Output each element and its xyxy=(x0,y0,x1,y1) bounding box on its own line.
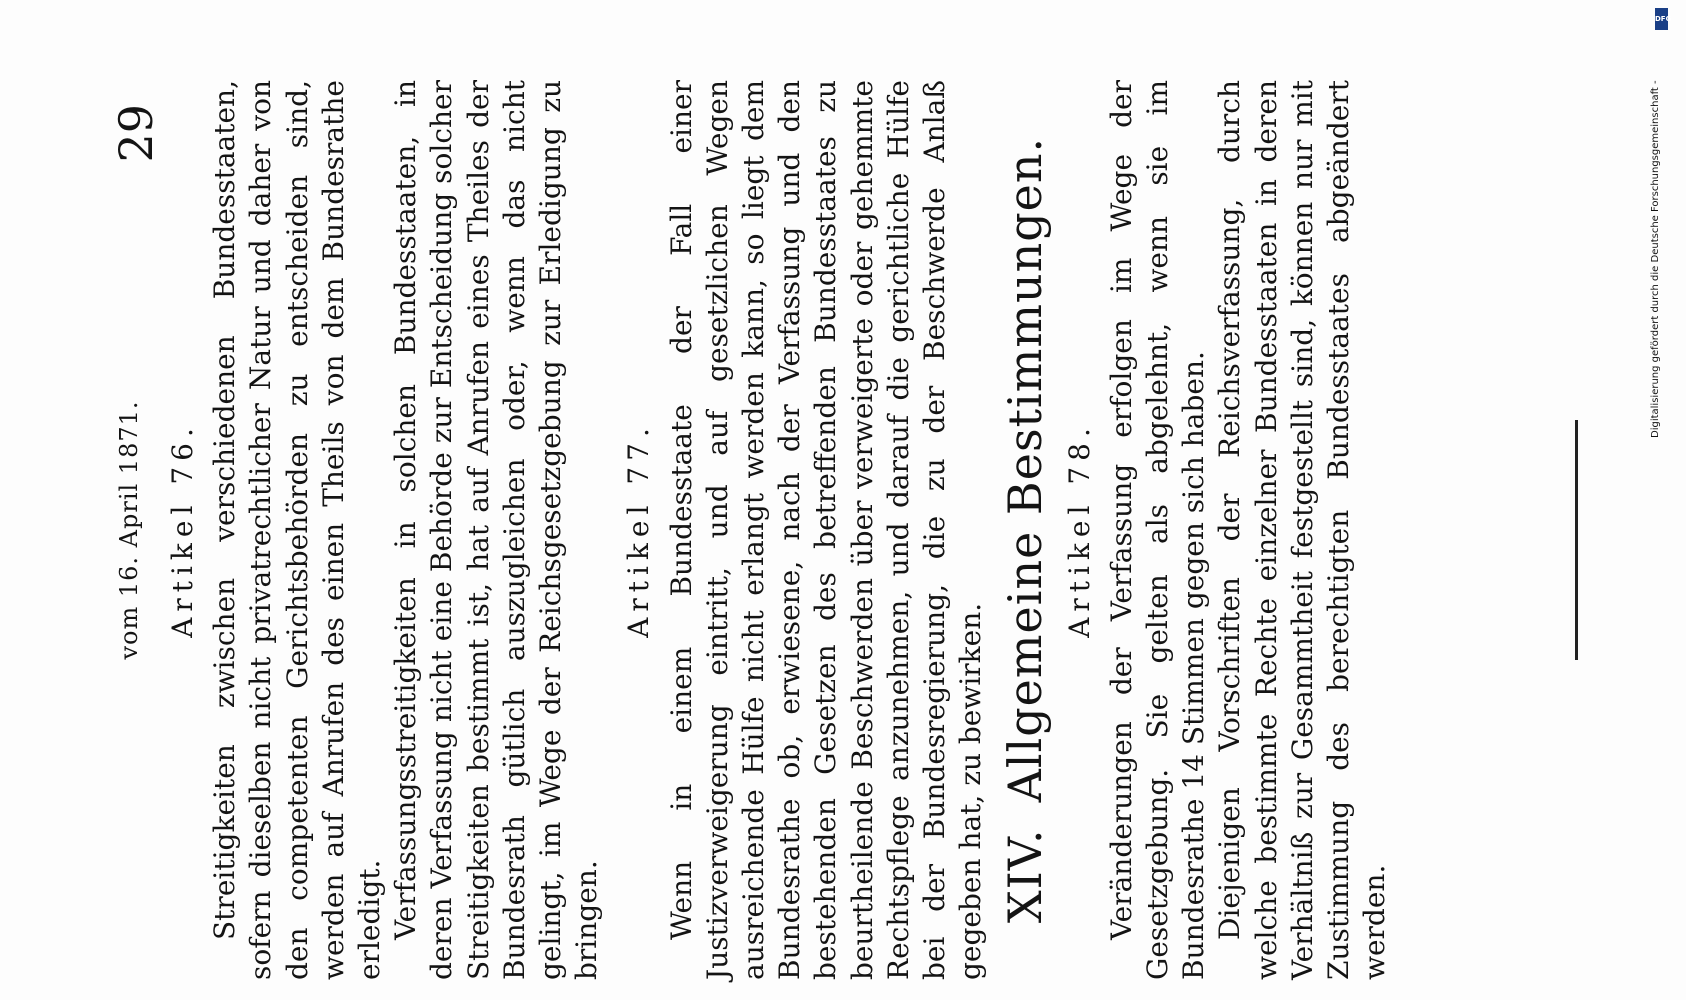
article-76-paragraph-2: Verfassungsstreitigkeiten in solchen Bundesstaaten, in deren Verfassung nicht eine Behörde zur Entscheidung solcher Streitigkeiten bestimmt ist, hat auf Anrufen eines Theiles der Bundesrath gütlich auszugleichen oder, wenn das nicht gelingt, im Wege der Reichsgesetzgebung zur Erledigung zu bringen. xyxy=(389,80,604,980)
article-76-heading: Artikel 76. xyxy=(166,422,199,638)
article-77-paragraph-1: Wenn in einem Bundesstaate der Fall einer Justizverweigerung eintritt, und auf gesetzlichen Wegen ausreichende Hülfe nicht erlangt werden kann, so liegt dem Bundesrathe ob, erwiesene, nach der Verfassung und den bestehenden Gesetzen des betreffenden Bundesstaates zu beurtheilende Beschwerden über verweigerte oder gehemmte Rechtspflege anzunehmen, und darauf die gerichtliche Hülfe bei der Bundesregierung, die zu der Beschwerde Anlaß gegeben hat, zu bewirken. xyxy=(664,80,988,980)
digitization-sidebar xyxy=(1646,8,1676,1008)
section-number: XIV. xyxy=(998,828,1053,924)
article-77-heading: Artikel 77. xyxy=(622,422,656,638)
article-76-paragraph-1: Streitigkeiten zwischen verschiedenen Bundesstaaten, sofern dieselben nicht privatrechtlicher Natur und daher von den competenten Gerichtsbehörden zu entscheiden sind, werden auf Anrufen des einen Theils von dem Bundesrathe erledigt. xyxy=(208,80,387,980)
article-78-heading: Artikel 78. xyxy=(1062,422,1096,638)
rotated-text-block xyxy=(109,80,1686,980)
page-number: 29 xyxy=(109,104,163,163)
closing-rule xyxy=(1575,420,1578,660)
article-78-paragraph-1: Veränderungen der Verfassung erfolgen im Wege der Gesetzgebung. Sie gelten als abgelehnt, wenn sie im Bundesrathe 14 Stimmen gegen sich haben. xyxy=(1104,80,1211,980)
digitization-credit: Digitalisierung gefördert durch die Deutsche Forschungsgemeinschaft - xyxy=(1650,80,1661,438)
section-title: Allgemeine Bestimmungen. xyxy=(998,136,1053,803)
header-date: vom 16. April 1871. xyxy=(115,400,143,660)
section-xiv-heading xyxy=(998,80,1053,980)
article-78-paragraph-2: Diejenigen Vorschriften der Reichsverfassung, durch welche bestimmte Rechte einzelner Bundesstaaten in deren Verhältniß zur Gesammtheit festgestellt sind, können nur mit Zustimmung des berechtigten Bundesstaates abgeändert werden. xyxy=(1213,80,1392,980)
dfg-logo: DFG xyxy=(1655,8,1668,30)
document-body xyxy=(159,80,1394,980)
